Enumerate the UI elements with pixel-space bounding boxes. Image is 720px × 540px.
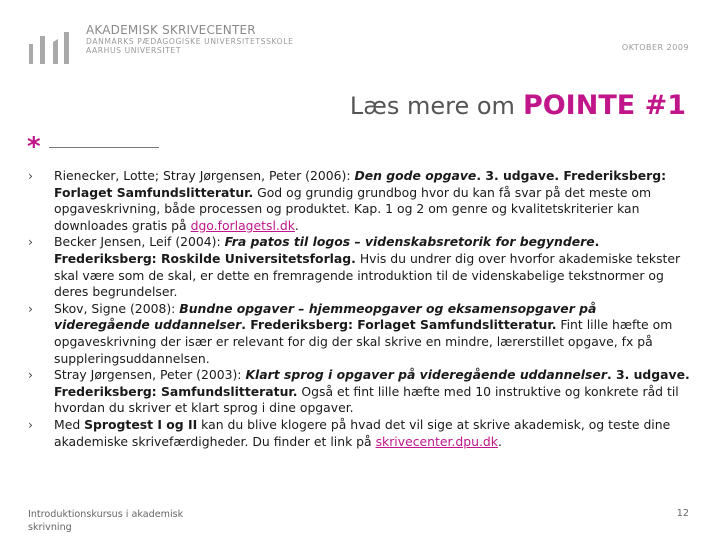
- title-accent: POINTE #1: [522, 90, 686, 121]
- item-publisher: . 3. udgave. Frederiksberg: Forlaget Samfundslitteratur.: [54, 168, 667, 200]
- item-author: Stray Jørgensen, Peter (2003):: [54, 367, 246, 383]
- slide-title: [350, 90, 686, 121]
- slide-date: OKTOBER 2009: [621, 43, 689, 52]
- item-description: kan du blive klogere på hvad det vil sige at skrive akademisk, og teste dine akademiske skrivefærdigheder. Du finder et link på: [54, 416, 671, 449]
- page-number: 12: [676, 508, 689, 519]
- item-title: Bundne opgaver – hjemmeopgaver og eksamensopgaver på videregående uddannelser: [54, 300, 597, 333]
- reference-list: [28, 168, 690, 450]
- title-lead: Læs mere om: [349, 92, 515, 120]
- item-author: Becker Jensen, Leif (2004):: [54, 234, 225, 250]
- item-link[interactable]: skrivecenter.dpu.dk: [375, 433, 498, 449]
- list-item: [28, 367, 690, 417]
- bullet-icon: ›: [28, 234, 33, 250]
- organization-name: AKADEMISK SKRIVECENTER: [86, 23, 256, 37]
- item-publisher: . 3. udgave. Frederiksberg: Samfundslitteratur.: [54, 367, 690, 399]
- item-publisher: . Frederiksberg: Forlaget Samfundslitteratur.: [241, 317, 557, 333]
- item-description: Hvis du undrer dig over hvorfor akademiske tekster skal være som de skal, er dette en fremragende introduktion til de videnskabelige tekstnormer og deres begrundelser.: [54, 250, 681, 300]
- divider: [49, 147, 159, 148]
- footer-course: Introduktionskursus i akademisk skrivning: [28, 509, 184, 533]
- item-author: Skov, Signe (2008):: [54, 300, 180, 316]
- item-link[interactable]: dgo.forlagetsl.dk: [190, 217, 295, 233]
- item-author: Rienecker, Lotte; Stray Jørgensen, Peter (2006):: [54, 168, 355, 183]
- item-title: Fra patos til logos – videnskabsretorik for begyndere: [224, 234, 595, 250]
- bullet-icon: ›: [28, 416, 33, 432]
- item-description: Fint lille hæfte om opgaveskrivning der især er relevant for dig der skal skrive en mindre, lærerstillet opgave, fx på suppleringsuddannelsen.: [54, 317, 673, 366]
- item-description: Også et fint lille hæfte med 10 instruktive og konkrete råd til hvordan du skriver et klart sprog i dine opgaver.: [54, 383, 679, 416]
- list-item: [28, 234, 690, 300]
- list-item: [28, 301, 690, 367]
- list-item: [28, 168, 690, 234]
- organization-block: [86, 24, 293, 55]
- item-title: Klart sprog i opgaver på videregående uddannelser: [245, 367, 607, 383]
- list-item: [28, 417, 690, 450]
- bullet-icon: ›: [28, 367, 33, 383]
- bullet-icon: ›: [28, 168, 33, 183]
- logo-icon: [28, 30, 70, 66]
- item-intro: Med: [54, 416, 85, 432]
- item-end: .: [497, 433, 502, 449]
- item-title: Sprogtest I og II: [84, 416, 198, 432]
- item-description: God og grundig grundbog hvor du kan få svar på det meste om opgaveskrivning, både processen og produktet. Kap. 1 og 2 om genre og kvalitetskriterier kan downloades gratis på: [54, 184, 652, 233]
- asterisk-icon: *: [27, 132, 41, 162]
- item-title: Den gode opgave: [354, 168, 477, 183]
- organization-subtitle-2: AARHUS UNIVERSITET: [86, 45, 182, 55]
- organization-subtitle-1: DANMARKS PÆDAGOGISKE UNIVERSITETSSKOLE: [86, 36, 294, 46]
- item-end: .: [294, 217, 299, 233]
- bullet-icon: ›: [28, 300, 33, 316]
- item-publisher: . Frederiksberg: Roskilde Universitetsforlag.: [54, 234, 600, 266]
